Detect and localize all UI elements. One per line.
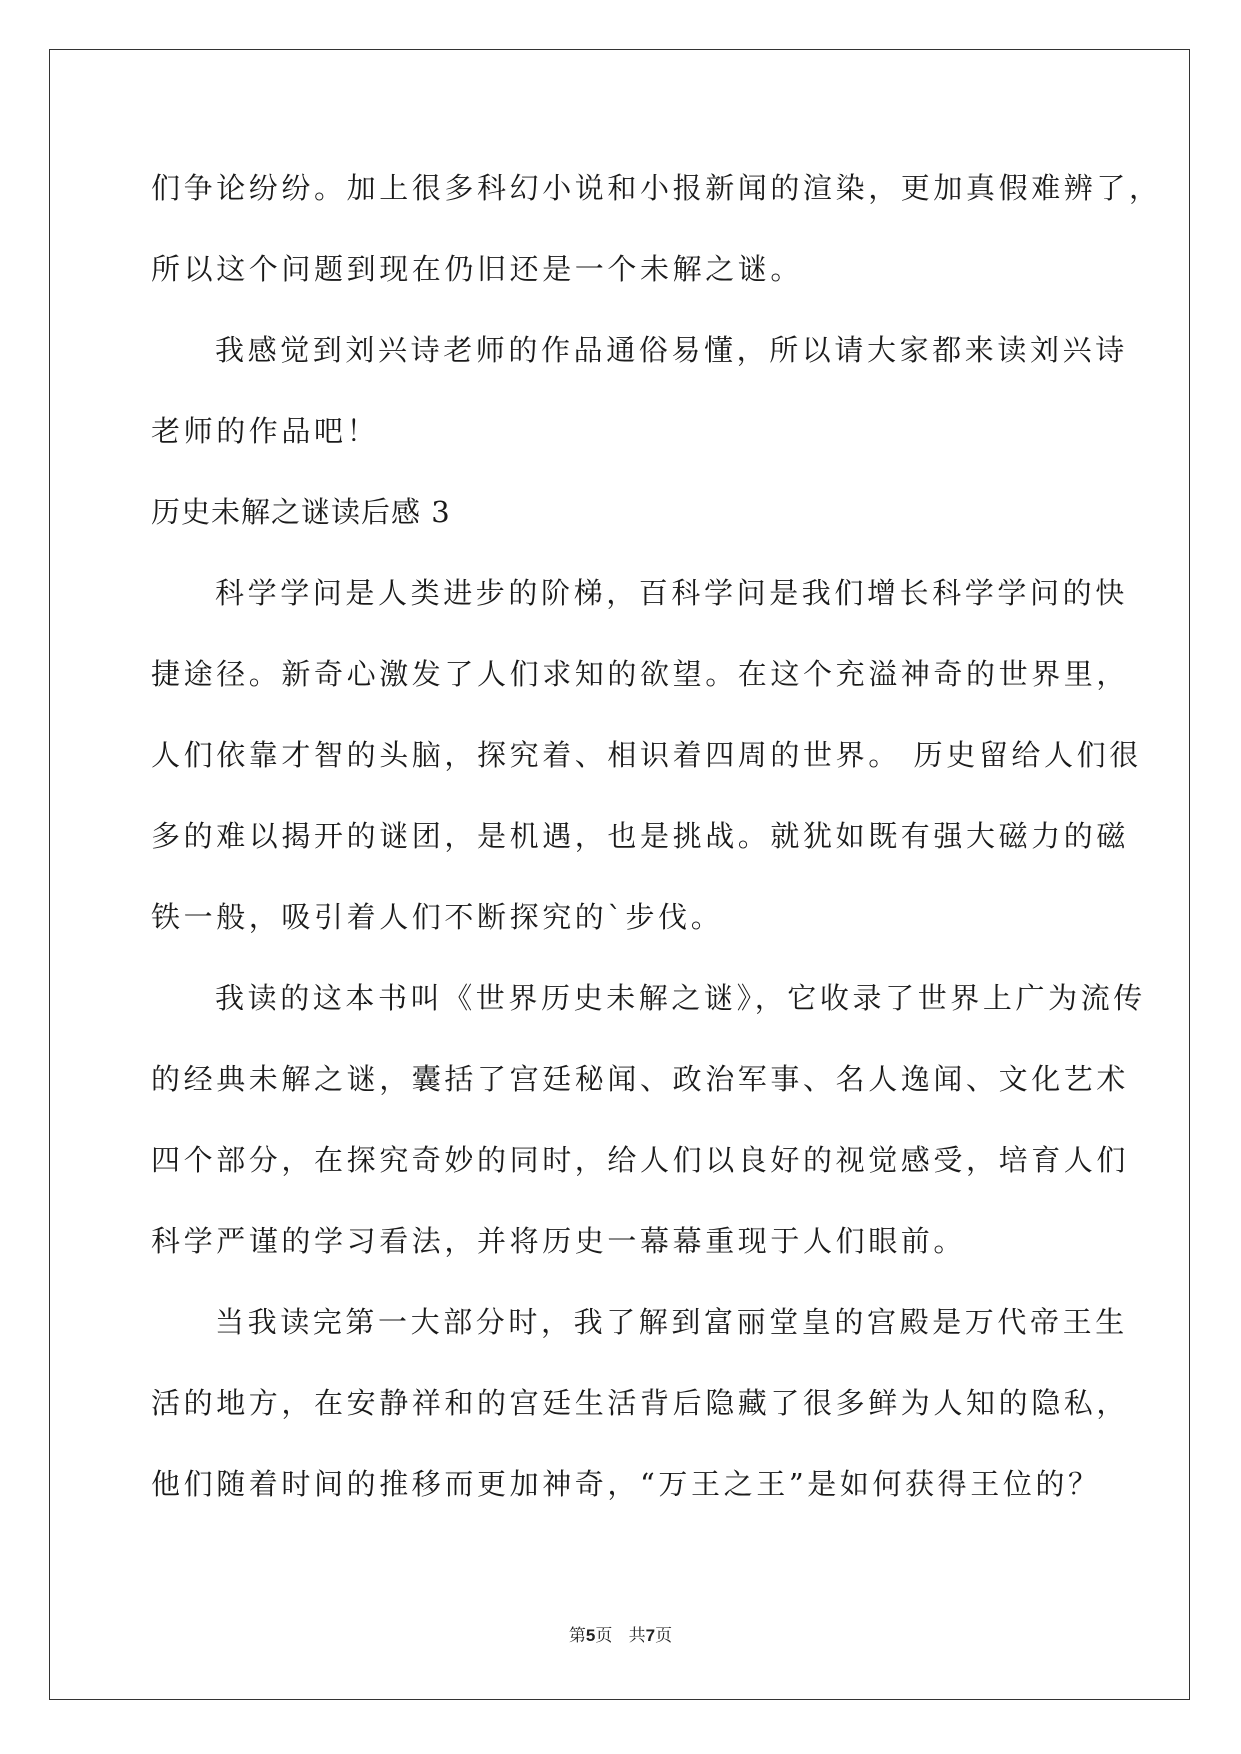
footer-prefix: 第 <box>568 1626 586 1646</box>
text-line: 铁一般，吸引着人们不断探究的`步伐。 <box>151 900 724 934</box>
document-body <box>151 148 1162 1525</box>
text-line: 我读的这本书叫《世界历史未解之谜》，它收录了世界上广为流传 <box>215 981 1146 1015</box>
text-line: 科学学问是人类进步的阶梯，百科学问是我们增长科学学问的快 <box>215 576 1128 610</box>
text-line: 老师的作品吧！ <box>151 414 380 448</box>
current-page-number: 5 <box>585 1626 596 1645</box>
section-heading: 历史未解之谜读后感 3 <box>151 495 451 529</box>
footer-total-suffix: 页 <box>655 1626 673 1646</box>
text-line: 他们随着时间的推移而更加神奇，“万王之王”是如何获得王位的？ <box>151 1467 1101 1501</box>
text-line: 四个部分，在探究奇妙的同时，给人们以良好的视觉感受，培育人们 <box>151 1143 1130 1177</box>
text-line: 多的难以揭开的谜团，是机遇，也是挑战。就犹如既有强大磁力的磁 <box>151 819 1130 853</box>
text-line: 科学严谨的学习看法，并将历史一幕幕重现于人们眼前。 <box>151 1224 967 1258</box>
footer-page-suffix: 页 <box>595 1626 613 1646</box>
footer-total-prefix: 共 <box>628 1626 646 1646</box>
text-line: 活的地方，在安静祥和的宫廷生活背后隐藏了很多鲜为人知的隐私， <box>151 1386 1130 1420</box>
text-line: 所以这个问题到现在仍旧还是一个未解之谜。 <box>151 252 804 286</box>
text-line: 捷途径。新奇心激发了人们求知的欲望。在这个充溢神奇的世界里， <box>151 657 1130 691</box>
text-line: 我感觉到刘兴诗老师的作品通俗易懂，所以请大家都来读刘兴诗 <box>215 333 1128 367</box>
text-line: 们争论纷纷。加上很多科幻小说和小报新闻的渲染，更加真假难辨了， <box>151 171 1162 205</box>
text-line: 的经典未解之谜，囊括了宫廷秘闻、政治军事、名人逸闻、文化艺术 <box>151 1062 1130 1096</box>
text-line: 人们依靠才智的头脑，探究着、相识着四周的世界。 历史留给人们很 <box>151 738 1142 772</box>
total-pages-number: 7 <box>645 1626 656 1645</box>
page-footer <box>0 1626 1241 1646</box>
text-line: 当我读完第一大部分时，我了解到富丽堂皇的宫殿是万代帝王生 <box>215 1305 1128 1339</box>
